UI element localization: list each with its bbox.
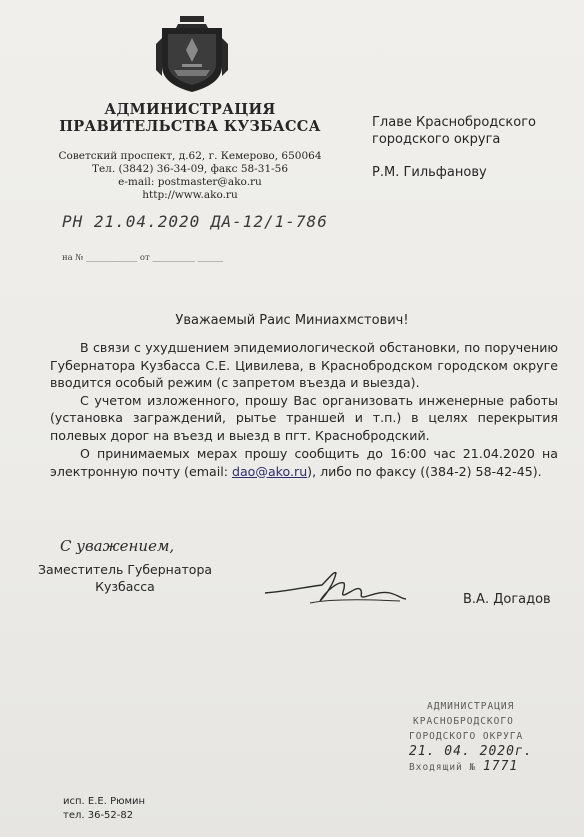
signer-name: В.А. Догадов [463, 592, 551, 607]
stamp-incoming-label: Входящий № [409, 762, 477, 773]
reference-line: на № ____________ от __________ ______ [62, 253, 224, 263]
handwritten-registration-number: РН 21.04.2020 ДА-12/1-786 [62, 212, 328, 231]
registration-stamp [395, 699, 555, 775]
paragraph-3 [50, 445, 558, 480]
kuzbass-coat-of-arms-icon [154, 14, 230, 94]
organization-contacts: Советский проспект, д.62, г. Кемерово, 650064 Тел. (3842) 36-34-09, факс 58-31-56 e-mail: postmaster@ako.ru http://www.ako.ru [58, 150, 322, 201]
handwritten-closing: С уважением, [60, 537, 175, 555]
letter-body [50, 339, 558, 480]
stamp-line-3: ГОРОДСКОГО ОКРУГА [409, 731, 524, 742]
addressee-name: Р.М. Гильфанову [372, 165, 487, 180]
paragraph-3-tail: ), либо по факсу ((384-2) 58-42-45). [307, 463, 542, 479]
signer-position: Заместитель Губернатора Кузбасса [37, 562, 213, 594]
executor-info: исп. Е.Е. Рюмин тел. 36-52-82 [63, 796, 146, 821]
stamp-incoming-number: 1771 [482, 759, 519, 774]
organization-title: АДМИНИСТРАЦИЯ ПРАВИТЕЛЬСТВА КУЗБАССА [59, 101, 321, 135]
stamp-line-1: АДМИНИСТРАЦИЯ [427, 701, 515, 712]
stamp-date: 21. 04. 2020г. [409, 744, 533, 759]
stamp-line-2: КРАСНОБРОДСКОГО [413, 716, 514, 727]
salutation: Уважаемый Раис Миниахмстович! [175, 313, 409, 328]
addressee-position: Главе Краснобродского городского округа [372, 115, 536, 147]
stamp-incoming [395, 759, 555, 775]
handwritten-signature [260, 565, 410, 610]
paragraph-1: В связи с ухудшением эпидемиологической обстановки, по поручению Губернатора Кузбасса С.Е. Цивилева, в Краснобродском городском округе вводится особый режим (с запретом въезда и выезда). [50, 340, 558, 390]
paragraph-3-text: О принимаемых мерах прошу сообщить до 16:00 час 21.04.2020 на электронную почту (email: [50, 446, 558, 479]
paragraph-2: С учетом изложенного, прошу Вас организовать инженерные работы (установка заграждений, рытье траншей и т.п.) в целях перекрытия полевых дорог на въезд и выезд в пгт. Краснобродский. [50, 392, 558, 443]
email-link[interactable]: dao@ako.ru [231, 463, 308, 479]
